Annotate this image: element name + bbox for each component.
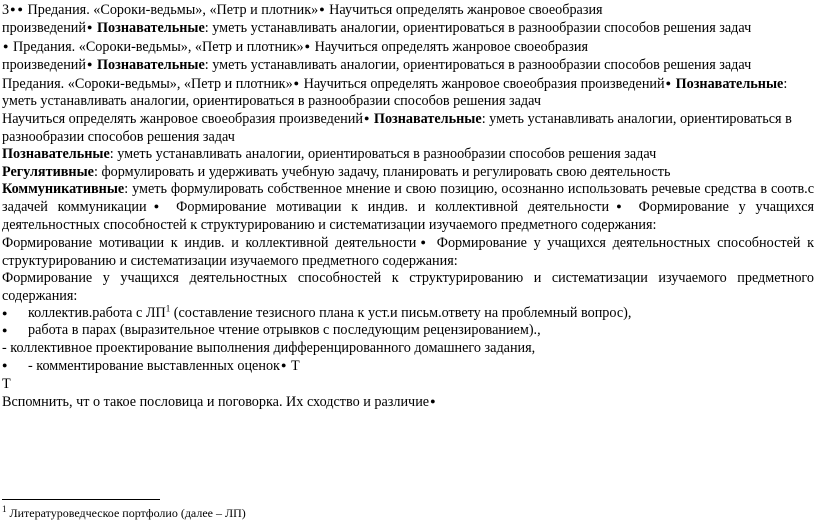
bullet-icon: [293, 76, 300, 92]
bullet-icon: [363, 111, 370, 127]
bullet-icon: [416, 235, 430, 251]
footnote: $^1$ Литературоведческое портфолио (далее – ЛП): [2, 504, 246, 520]
bullet-icon: [9, 2, 16, 18]
footnote-ref: 1: [165, 303, 171, 314]
paragraph-3: Предания. «Сороки-ведьмы», «Петр и плотник»● Научиться определять жанровое своеобразия произведений● Познавательные: уметь устанавливать аналогии, ориентироваться в разнообразии способов решения задач: [2, 75, 814, 111]
paragraph-9: Формирование у учащихся деятельностных способностей к структурированию и систематизации изучаемого предметного содержания:: [2, 270, 814, 304]
bullet-icon: [147, 199, 167, 215]
bullet-icon: [609, 199, 629, 215]
paragraph-2: ● Предания. «Сороки-ведьмы», «Петр и плотник»● Научиться определять жанровое своеобразия произведений● Познавательные: уметь устанавливать аналогии, ориентироваться в разнообразии способов решения задач: [2, 38, 814, 75]
paragraph-6: Регулятивные: формулировать и удерживать учебную задачу, планировать и регулировать свою деятельность: [2, 163, 671, 180]
paragraph-5: Познавательные: уметь устанавливать аналогии, ориентироваться в разнообразии способов решения задач: [2, 146, 657, 163]
t-line: Т: [2, 375, 11, 392]
list-item: ● - комментирование выставленных оценок● Т: [2, 357, 814, 375]
last-paragraph: Вспомнить, чт о такое пословица и поговорка. Их сходство и различие●: [2, 393, 814, 411]
bullet-icon: [86, 57, 93, 73]
bullet-icon: [665, 76, 672, 92]
paragraph-7: Коммуникативные: уметь формулировать собственное мнение и свою позицию, осознанно использовать речевые средства в соотв.с задачей коммуникации● Формирование мотивации к индив. и коллективной деятельности● Формирование у учащихся деятельностных способностей к структурированию и систематизации изучаемого предметного содержания:: [2, 181, 814, 234]
document-body: [2, 1, 814, 411]
footnote-divider: [2, 499, 160, 500]
bullet-icon: [429, 394, 436, 410]
bullet-icon: [318, 2, 325, 18]
list-item: ● коллектив.работа с $ЛП^1$ (составление тезисного плана к уст.и письм.ответу на проблемный вопрос),: [2, 305, 814, 322]
paragraph-1: 3● ● Предания. «Сороки-ведьмы», «Петр и плотник»● Научиться определять жанровое своеобразия произведений● Познавательные: уметь устанавливать аналогии, ориентироваться в разнообразии способов решения задач: [2, 1, 814, 38]
list-item: ● работа в парах (выразительное чтение отрывков с последующим рецензированием).,: [2, 322, 814, 339]
bullet-icon: [86, 20, 93, 36]
bullet-icon: [17, 2, 24, 18]
paragraph-4: Научиться определять жанровое своеобразия произведений● Познавательные: уметь устанавливать аналогии, ориентироваться в разнообразии способов решения задач: [2, 110, 814, 146]
dash-line: - коллективное проектирование выполнения дифференцированного домашнего задания,: [2, 339, 536, 356]
paragraph-8: Формирование мотивации к индив. и коллективной деятельности● Формирование у учащихся деятельностных способностей к структурированию и систематизации изучаемого предметного содержания:: [2, 234, 814, 270]
bullet-icon: [304, 39, 311, 55]
